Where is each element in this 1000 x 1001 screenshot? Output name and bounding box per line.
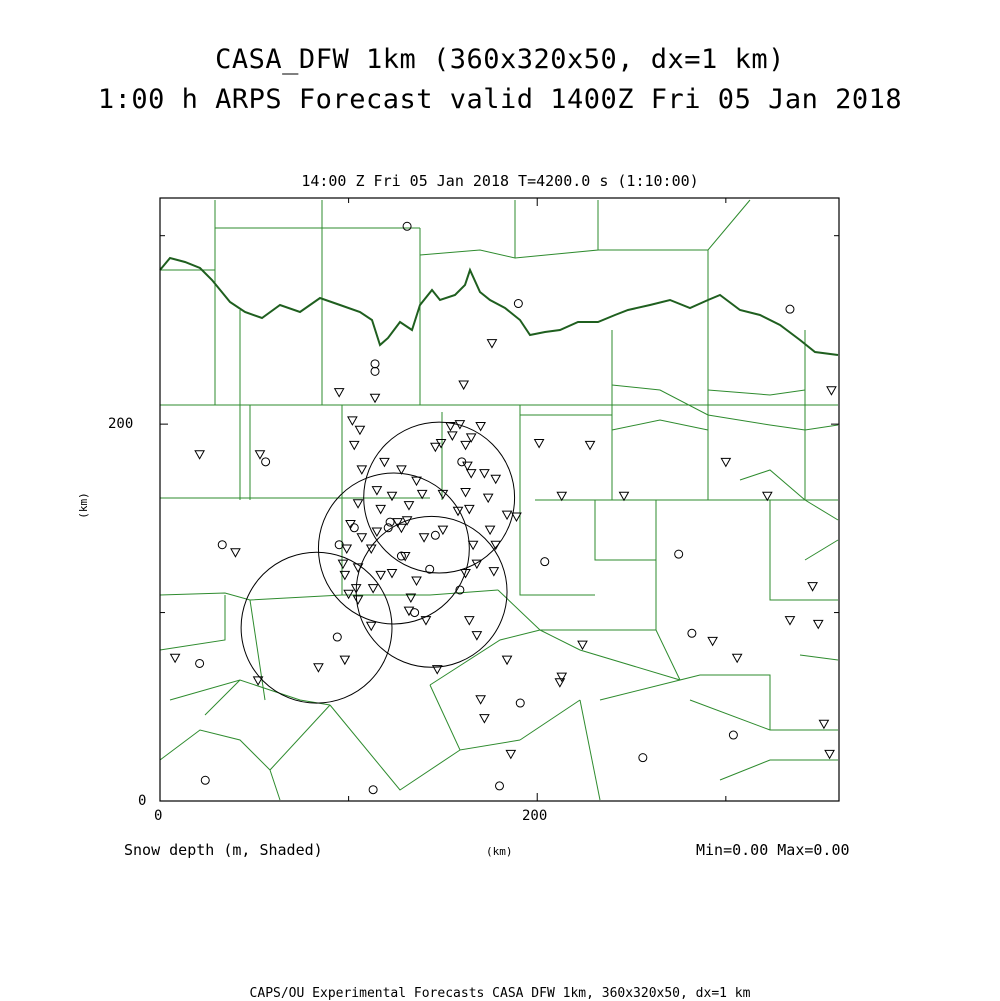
station-triangle-marker [387,492,396,500]
station-triangle-marker [469,541,478,549]
station-triangle-marker [431,443,440,451]
station-triangle-marker [438,526,447,534]
station-triangle-marker [314,664,323,672]
footer-credit: CAPS/OU Experimental Forecasts CASA DFW 1km, 360x320x50, dx=1 km [249,986,751,1001]
station-triangle-marker [448,432,457,440]
county-line [740,470,805,500]
county-line [160,730,280,800]
county-line [805,500,838,520]
station-triangle-marker [354,596,363,604]
county-line [595,500,656,560]
station-circle-marker [496,782,504,790]
station-triangle-marker [489,568,498,576]
station-circle-marker [218,541,226,549]
station-triangle-marker [344,590,353,598]
county-line [430,630,540,685]
station-triangle-marker [461,441,470,449]
radar-ring [356,516,507,667]
station-circle-marker [369,786,377,794]
station-triangle-marker [357,534,366,542]
county-line [690,700,838,730]
station-triangle-marker [404,502,413,510]
station-circle-marker [196,659,204,667]
station-triangle-marker [819,720,828,728]
station-triangle-marker [484,494,493,502]
station-triangle-marker [372,487,381,495]
y-tick-label-200: 200 [108,416,134,432]
x-tick-label-0: 0 [154,808,163,824]
county-line [250,600,265,700]
station-circle-marker [201,776,209,784]
county-line [805,540,838,560]
station-circle-marker [514,300,522,308]
station-triangle-marker [350,441,359,449]
station-triangle-marker [827,387,836,395]
county-line [498,590,656,630]
station-triangle-marker [487,340,496,348]
station-triangle-marker [486,526,495,534]
station-triangle-marker [195,451,204,459]
station-triangle-marker [825,750,834,758]
county-line [515,200,598,258]
county-line [170,680,330,705]
station-triangle-marker [171,654,180,662]
station-circle-marker [729,731,737,739]
station-triangle-marker [380,458,389,466]
county-line [612,420,708,430]
station-triangle-marker [708,637,717,645]
station-triangle-marker [733,654,742,662]
station-triangle-marker [357,466,366,474]
station-triangle-marker [355,426,364,434]
station-triangle-marker [503,511,512,519]
plot-subtitle-forecast: 1:00 h ARPS Forecast valid 1400Z Fri 05 Jan 2018 [97,84,903,115]
station-triangle-marker [412,477,421,485]
min-max-label: Min=0.00 Max=0.00 [696,841,850,859]
station-triangle-marker [476,423,485,431]
station-circle-marker [516,699,524,707]
station-triangle-marker [785,617,794,625]
county-line [430,685,520,750]
station-circle-marker [541,558,549,566]
county-line [708,390,805,395]
station-triangle-marker [340,656,349,664]
y-axis-label: (km) [76,492,90,519]
station-triangle-marker [369,585,378,593]
station-triangle-marker [480,470,489,478]
y-tick-label-0: 0 [138,793,147,809]
station-triangle-marker [342,545,351,553]
valid-time-label: 14:00 Z Fri 05 Jan 2018 T=4200.0 s (1:10:00) [301,172,699,190]
station-triangle-marker [814,620,823,628]
station-circle-marker [262,458,270,466]
station-triangle-marker [335,389,344,397]
station-circle-marker [786,305,794,313]
station-triangle-marker [808,583,817,591]
county-line [160,590,498,600]
station-triangle-marker [506,750,515,758]
station-triangle-marker [491,475,500,483]
station-triangle-marker [465,617,474,625]
station-triangle-marker [467,434,476,442]
station-circle-marker [403,222,411,230]
station-triangle-marker [420,534,429,542]
station-triangle-marker [338,560,347,568]
station-triangle-marker [371,394,380,402]
county-line [770,500,838,600]
station-triangle-marker [367,622,376,630]
station-triangle-marker [418,490,427,498]
county-line [270,705,330,770]
county-line [330,705,460,790]
station-triangle-marker [354,500,363,508]
county-line [800,655,838,660]
plot-title: CASA_DFW 1km (360x320x50, dx=1 km) [215,44,785,75]
x-axis-label: (km) [486,845,513,858]
state-border-red-river [160,258,838,355]
county-line [520,700,580,740]
station-triangle-marker [376,505,385,513]
county-line [540,630,680,680]
station-triangle-marker [412,577,421,585]
county-line [720,760,838,780]
county-line [420,200,515,258]
station-circle-marker [371,367,379,375]
station-triangle-marker [763,492,772,500]
station-triangle-marker [231,549,240,557]
station-triangle-marker [619,492,628,500]
station-triangle-marker [465,505,474,513]
station-circle-marker [675,550,683,558]
field-label: Snow depth (m, Shaded) [124,841,323,859]
station-triangle-marker [578,641,587,649]
county-line [598,200,750,250]
station-triangle-marker [404,607,413,615]
station-triangle-marker [463,462,472,470]
station-triangle-marker [586,441,595,449]
station-circle-marker [639,754,647,762]
county-line [656,500,770,730]
station-circle-marker [411,609,419,617]
station-triangle-marker [376,571,385,579]
station-triangle-marker [348,417,357,425]
county-line [600,680,680,700]
county-boundaries [160,200,838,800]
station-triangle-marker [476,696,485,704]
county-line [160,595,225,650]
station-triangle-marker [557,673,566,681]
station-triangle-marker [387,569,396,577]
station-triangle-marker [535,439,544,447]
station-triangle-marker [557,492,566,500]
station-circle-marker [431,531,439,539]
county-line [580,700,600,800]
station-triangle-marker [503,656,512,664]
station-circle-marker [386,518,394,526]
station-triangle-marker [255,451,264,459]
station-triangle-marker [472,632,481,640]
x-tick-label-200: 200 [522,808,548,824]
county-line [520,500,595,595]
station-triangle-marker [467,470,476,478]
station-circle-marker [688,629,696,637]
station-triangle-marker [461,488,470,496]
station-triangle-marker [721,458,730,466]
station-triangle-marker [397,466,406,474]
station-triangle-marker [555,679,564,687]
station-triangle-marker [480,715,489,723]
station-circle-marker [333,633,341,641]
station-triangle-marker [459,381,468,389]
station-circle-marker [371,360,379,368]
